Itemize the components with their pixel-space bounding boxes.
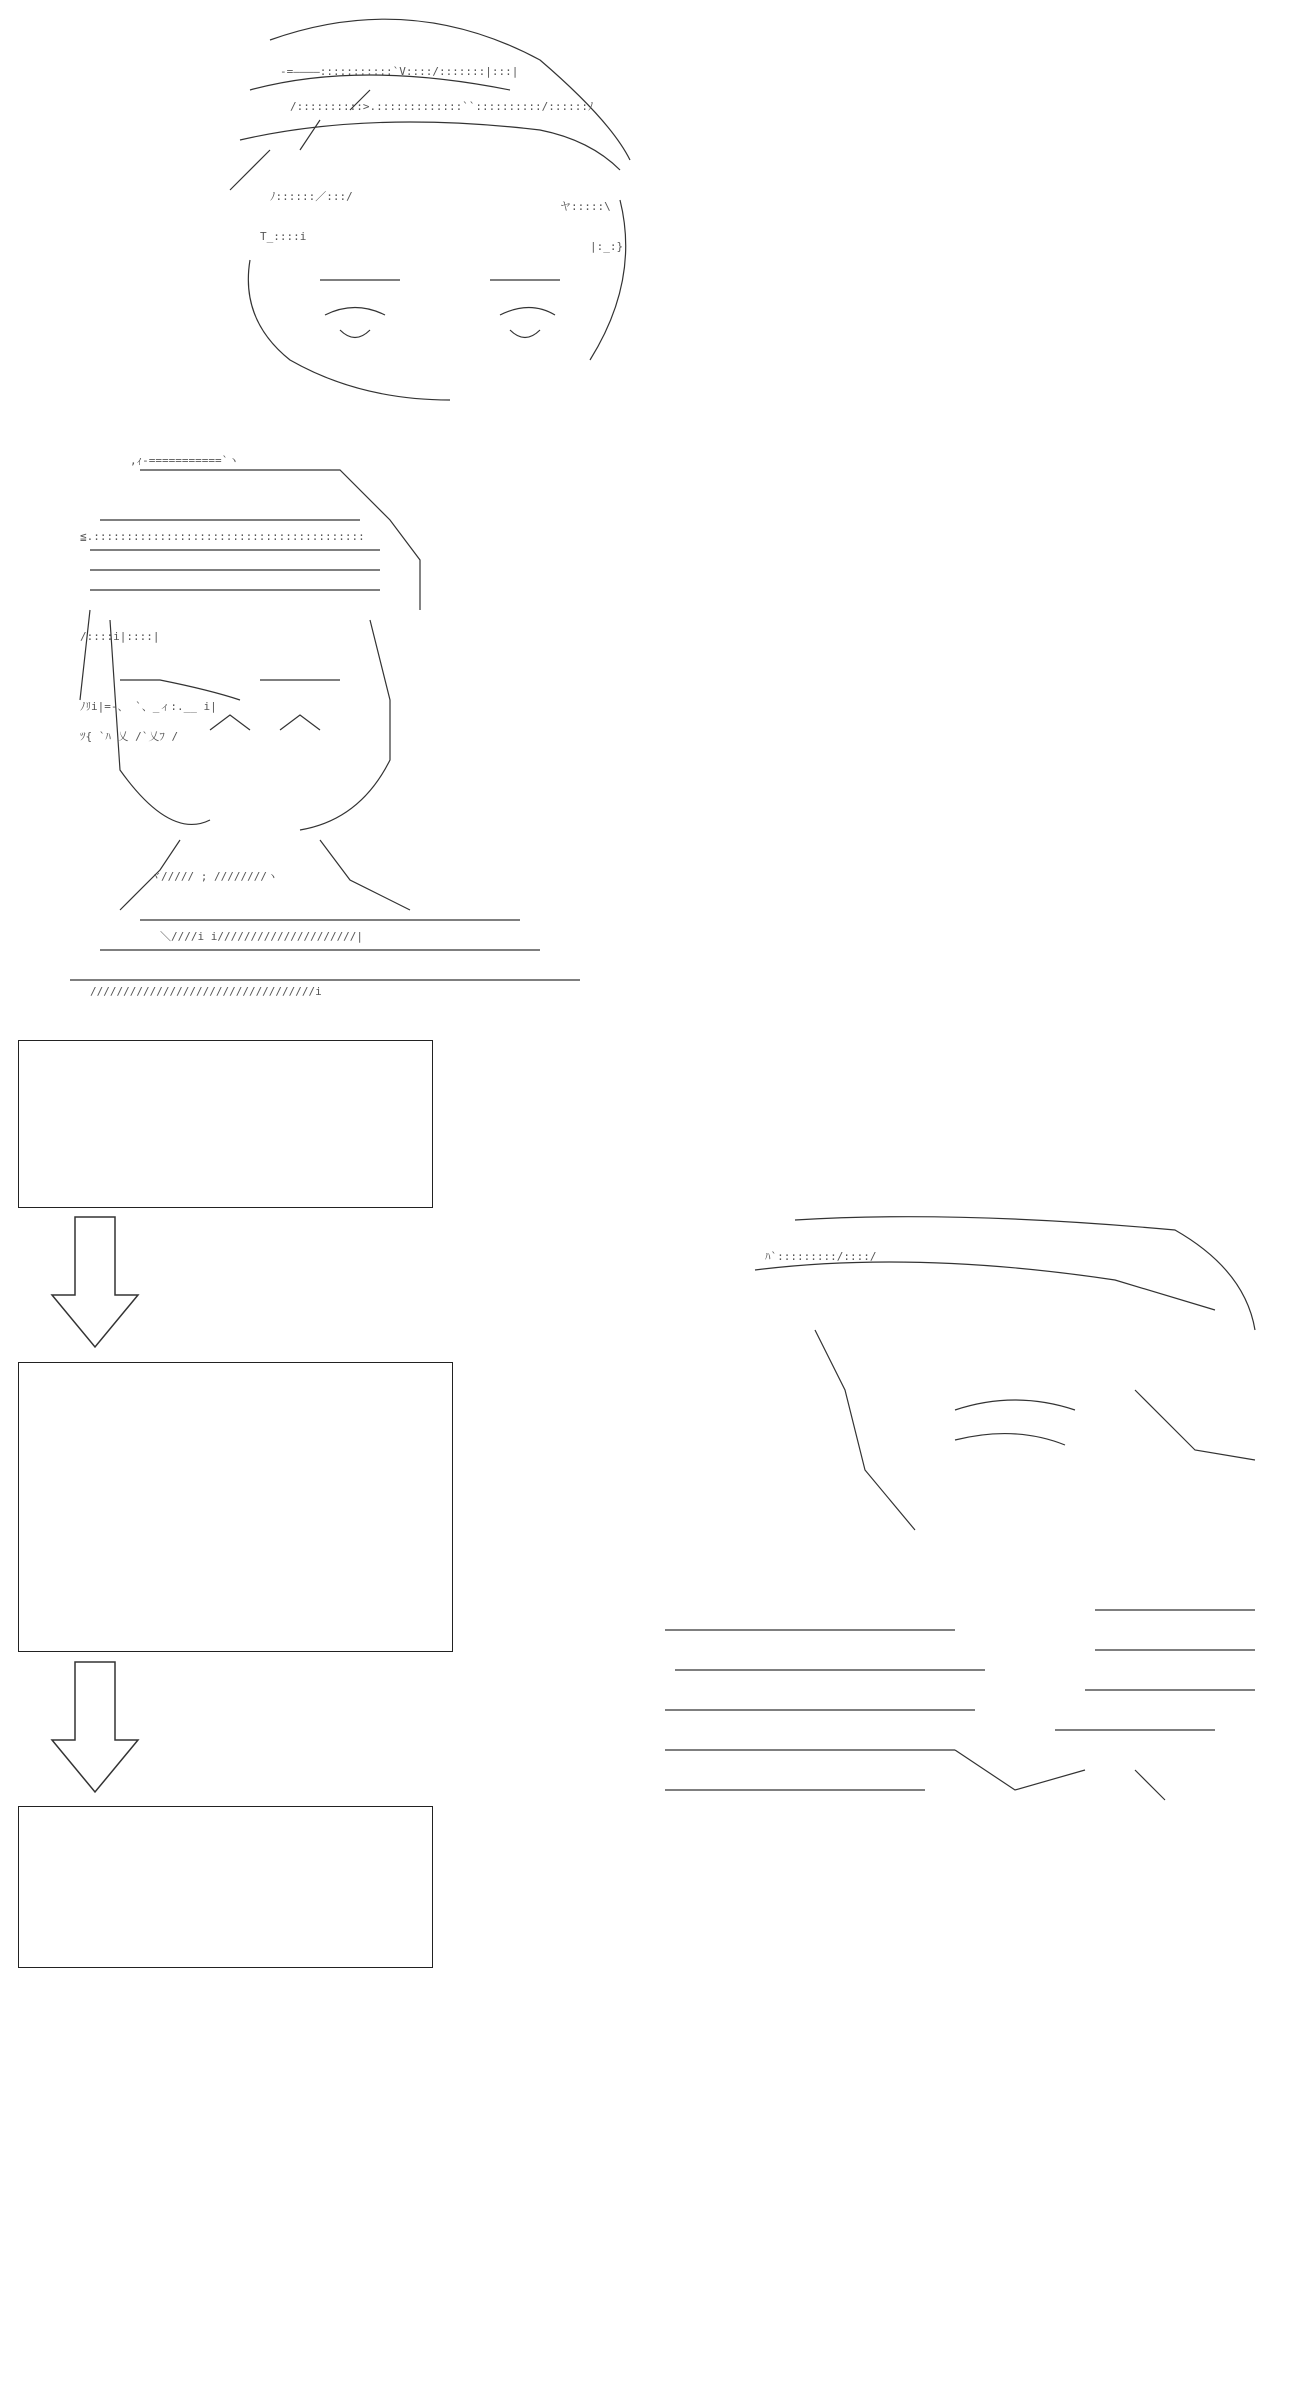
- svg-text:ヾ///// ; ////////ヽ: ヾ///// ; ////////ヽ: [150, 870, 278, 883]
- ascii-art-face-top-drawing: [210, 0, 680, 410]
- svg-text:ﾊ`:::::::::/::::/: ﾊ`:::::::::/::::/: [765, 1250, 877, 1263]
- ascii-art-bust-left-drawing: [60, 440, 580, 1000]
- svg-text:,ｨ‐===========`ヽ: ,ｨ‐===========`ヽ: [130, 454, 240, 467]
- svg-text:ﾉ::::::／:::/: ﾉ::::::／:::/: [270, 190, 353, 203]
- svg-text://////////////////////////////: //////////////////////////////////i: [90, 985, 322, 998]
- down-arrow-icon: [50, 1660, 140, 1795]
- svg-text:T_::::i: T_::::i: [260, 230, 307, 243]
- rule-box-1: [18, 1040, 433, 1208]
- svg-text:|:_:}: |:_:}: [590, 240, 624, 253]
- rule-box-2: [18, 1362, 453, 1652]
- svg-text:ﾉﾘi|=-、 `、_ィ:.__ i|: ﾉﾘi|=-、 `、_ィ:.__ i|: [80, 700, 217, 713]
- rule-box-3: [18, 1806, 433, 1968]
- svg-text:‐=――――:::::::::::`V::::/::::::: ‐=――――:::::::::::`V::::/:::::::|:::|: [280, 65, 519, 78]
- svg-text:≦.::::::::::::::::::::::::::::: ≦.:::::::::::::::::::::::::::::::::::::::::: [80, 530, 365, 543]
- ascii-art-face-top: [210, 0, 680, 410]
- svg-text:ﾂ{ `ﾊ 乂 /`乂ﾌ /: ﾂ{ `ﾊ 乂 /`乂ﾌ /: [80, 730, 179, 743]
- ascii-art-bust-left: [60, 440, 580, 1000]
- svg-text:/::::::::::>.:::::::::::::``::: /::::::::::>.:::::::::::::``::::::::::/::::::ﾉ: [290, 100, 594, 113]
- svg-text:＼////i i/////////////////////: ＼////i i/////////////////////|: [160, 930, 364, 943]
- ascii-art-bust-right-drawing: [655, 1210, 1265, 1810]
- svg-text:/::::i|::::|: /::::i|::::|: [80, 630, 160, 643]
- ascii-art-bust-right: [655, 1210, 1265, 1810]
- svg-text:ヤ:::::\: ヤ:::::\: [560, 200, 611, 213]
- down-arrow-icon: [50, 1215, 140, 1350]
